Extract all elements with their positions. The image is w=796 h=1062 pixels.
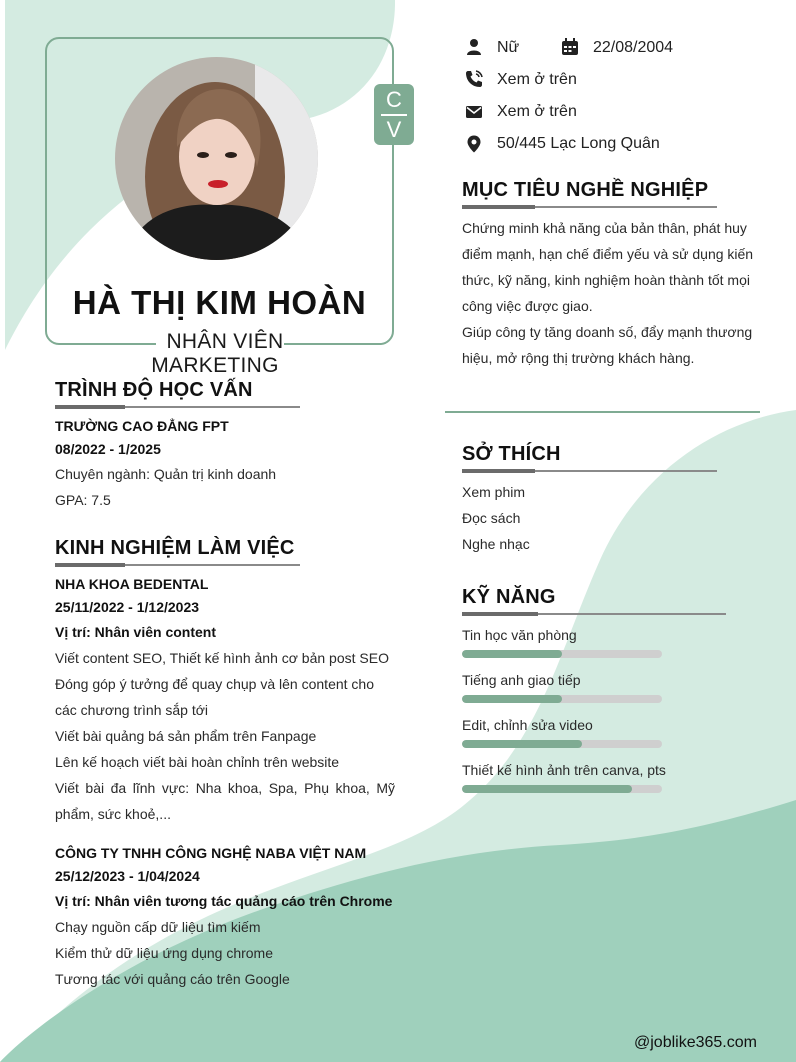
footer-watermark: @joblike365.com — [634, 1034, 757, 1051]
job-duty: Đóng góp ý tưởng để quay chụp và lên content cho các chương trình sắp tới — [55, 676, 374, 718]
experience-heading: KINH NGHIỆM LÀM VIỆC — [55, 537, 295, 559]
phone-icon — [465, 70, 483, 88]
skill-bar — [462, 650, 662, 658]
job-duty: Tương tác với quảng cáo trên Google — [55, 971, 290, 987]
calendar-icon — [561, 38, 579, 56]
hobby-item: Nghe nhạc — [462, 536, 530, 552]
skill-bar-fill — [462, 785, 632, 793]
education-heading: TRÌNH ĐỘ HỌC VẤN — [55, 379, 253, 401]
job-period: 25/12/2023 - 1/04/2024 — [55, 868, 200, 884]
skill-label: Thiết kế hình ảnh trên canva, pts — [462, 762, 666, 778]
hobby-item: Đọc sách — [462, 510, 521, 526]
education-gpa: GPA: 7.5 — [55, 492, 111, 508]
skill-label: Tin học văn phòng — [462, 627, 577, 643]
job-duty: Chạy nguồn cấp dữ liệu tìm kiếm — [55, 919, 261, 935]
job-period: 25/11/2022 - 1/12/2023 — [55, 599, 200, 615]
skills-heading: KỸ NĂNG — [462, 586, 556, 608]
job-duty: Lên kế hoạch viết bài hoàn chỉnh trên website — [55, 754, 340, 770]
job-duty: Viết content SEO, Thiết kế hình ảnh cơ bản post SEO — [55, 650, 389, 666]
cv-badge-v: V — [386, 117, 402, 142]
job-position: Vị trí: Nhân viên content — [55, 624, 217, 640]
skill-bar-fill — [462, 695, 562, 703]
skill-bar-fill — [462, 740, 582, 748]
email-text: Xem ở trên — [497, 103, 577, 120]
address-text: 50/445 Lạc Long Quân — [497, 135, 660, 152]
birthday-text: 22/08/2004 — [593, 39, 674, 56]
education-school: TRƯỜNG CAO ĐẲNG FPT — [55, 418, 229, 434]
skill-bar — [462, 695, 662, 703]
section-divider — [445, 411, 760, 413]
skills-rule — [462, 613, 726, 615]
job-company: CÔNG TY TNHH CÔNG NGHỆ NABA VIỆT NAM — [55, 845, 367, 861]
education-period: 08/2022 - 1/2025 — [55, 441, 161, 457]
cv-badge — [374, 84, 414, 145]
education-major: Chuyên ngành: Quản trị kinh doanh — [55, 466, 277, 482]
hobbies-heading: SỞ THÍCH — [462, 443, 561, 465]
job-company: NHA KHOA BEDENTAL — [55, 576, 209, 592]
skill-bar-fill — [462, 650, 562, 658]
objective-rule — [462, 206, 717, 208]
profile-photo — [115, 57, 318, 260]
cv-badge-c: C — [386, 87, 402, 112]
job-duty: Viết bài đa lĩnh vực: Nha khoa, Spa, Phụ khoa, Mỹ phẩm, sức khoẻ,... — [55, 780, 395, 822]
candidate-name: HÀ THỊ KIM HOÀN — [72, 284, 367, 321]
objective-paragraph-2: Giúp công ty tăng doanh số, đẩy mạnh thương hiệu, mở rộng thị trường khách hàng. — [462, 324, 753, 366]
job-position: Vị trí: Nhân viên tương tác quảng cáo trên Chrome — [55, 893, 393, 909]
skill-bar — [462, 785, 662, 793]
job-title-wrap — [86, 330, 354, 378]
phone-text: Xem ở trên — [497, 71, 577, 88]
person-icon — [465, 38, 483, 56]
job-title: NHÂN VIÊN MARKETING — [151, 330, 289, 377]
skill-label: Tiếng anh giao tiếp — [462, 672, 581, 688]
skill-label: Edit, chỉnh sửa video — [462, 717, 593, 733]
experience-rule — [55, 564, 300, 566]
hobbies-rule — [462, 470, 717, 472]
education-rule — [55, 406, 300, 408]
skill-bar — [462, 740, 662, 748]
email-icon — [465, 103, 483, 121]
gender-text: Nữ — [497, 39, 520, 56]
objective-heading: MỤC TIÊU NGHỀ NGHIỆP — [462, 179, 709, 201]
objective-paragraph-1: Chứng minh khả năng của bản thân, phát huy điểm mạnh, hạn chế điểm yếu và sử dụng kiến thức, kỹ năng, kinh nghiệm hoàn thành tốt mọi công việc được giao. — [462, 220, 754, 314]
hobby-item: Xem phim — [462, 484, 526, 500]
job-duty: Viết bài quảng bá sản phẩm trên Fanpage — [55, 728, 317, 744]
location-pin-icon — [465, 135, 483, 153]
cv-badge-divider — [381, 114, 407, 116]
job-duty: Kiểm thử dữ liệu ứng dụng chrome — [55, 945, 274, 961]
